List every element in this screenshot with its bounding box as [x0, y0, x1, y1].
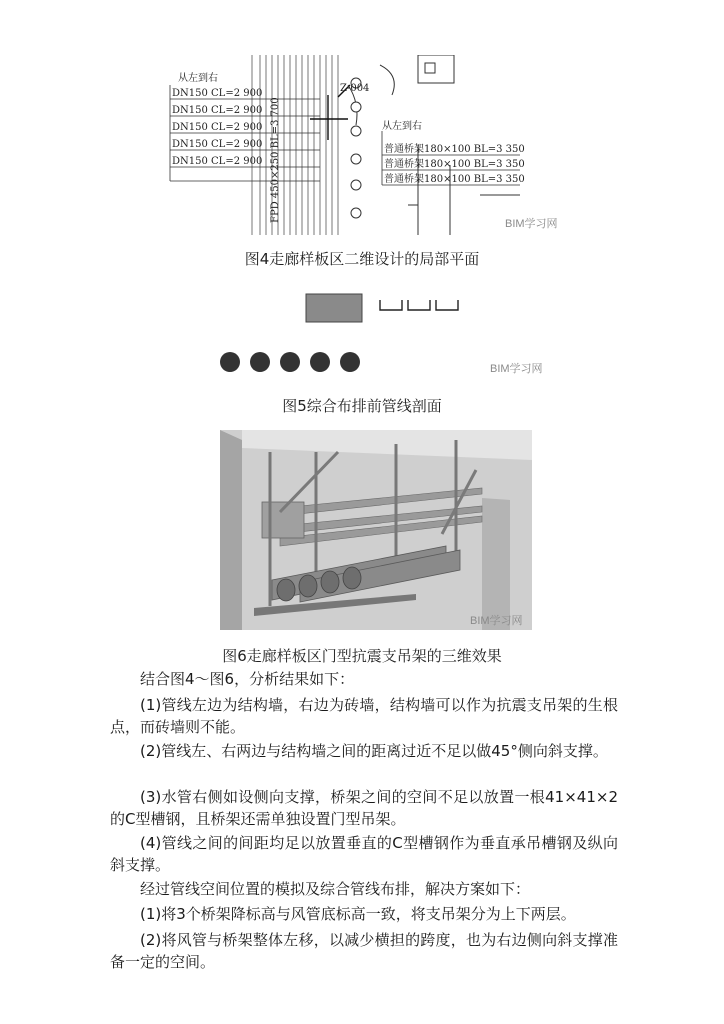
- pipe-label: DN150 CL=2 900: [172, 88, 263, 99]
- pipe-label: DN150 CL=2 900: [172, 105, 263, 116]
- solution-item-2: (2)将风管与桥架整体左移，以减少横担的跨度，也为右边侧向斜支撑准备一定的空间。: [110, 931, 618, 971]
- pipe-label: DN150 CL=2 900: [172, 156, 263, 167]
- tray-label: 普通桥架180×100 BL=3 350: [384, 144, 525, 155]
- solution-intro: 经过管线空间位置的模拟及综合管线布排，解决方案如下：: [140, 880, 531, 898]
- analysis-item-1: (1)管线左边为结构墙，右边为砖墙，结构墙可以作为抗震支吊架的生根点，而砖墙则不能。: [110, 696, 618, 736]
- figure-5-caption: 图5综合布排前管线剖面: [282, 397, 442, 415]
- render-drawing: [220, 430, 532, 630]
- right-order-label: 从左到右: [382, 121, 422, 132]
- duct-label: FPD 450×250 BL=3 700: [270, 97, 281, 223]
- pipe-label: DN150 CL=2 900: [172, 122, 263, 133]
- figure-6-caption: 图6走廊样板区门型抗震支吊架的三维效果: [222, 647, 502, 665]
- figure-5-section: [200, 288, 560, 380]
- left-order-label: 从左到右: [178, 73, 218, 84]
- watermark: BIM学习网: [490, 363, 543, 375]
- plan-drawing: [160, 55, 580, 235]
- pipe-label: DN150 CL=2 900: [172, 139, 263, 150]
- zone-label: Z-004: [340, 83, 370, 94]
- tray-label: 普通桥架180×100 BL=3 350: [384, 174, 525, 185]
- analysis-item-4: (4)管线之间的间距均足以放置垂直的C型槽钢作为垂直承吊槽钢及纵向斜支撑。: [110, 834, 618, 874]
- figure-6-render: [220, 430, 532, 630]
- watermark: BIM学习网: [470, 615, 523, 627]
- tray-label: 普通桥架180×100 BL=3 350: [384, 159, 525, 170]
- figure-4-caption: 图4走廊样板区二维设计的局部平面: [244, 250, 480, 268]
- solution-item-1: (1)将3个桥架降标高与风管底标高一致，将支吊架分为上下两层。: [140, 905, 576, 923]
- analysis-intro: 结合图4～图6，分析结果如下：: [140, 670, 355, 688]
- analysis-item-3: (3)水管右侧如设侧向支撑，桥架之间的空间不足以放置一根41×41×2的C型槽钢，且桥架还需单独设置门型吊架。: [110, 788, 618, 828]
- figure-4-plan: [160, 55, 580, 235]
- section-drawing: [200, 288, 560, 380]
- watermark: BIM学习网: [505, 218, 558, 230]
- cable-tray-sections: [380, 300, 458, 310]
- analysis-item-2: (2)管线左、右两边与结构墙之间的距离过近不足以做45°侧向斜支撑。: [140, 742, 608, 760]
- pipe-sections: [220, 352, 360, 372]
- duct-section: [306, 294, 362, 322]
